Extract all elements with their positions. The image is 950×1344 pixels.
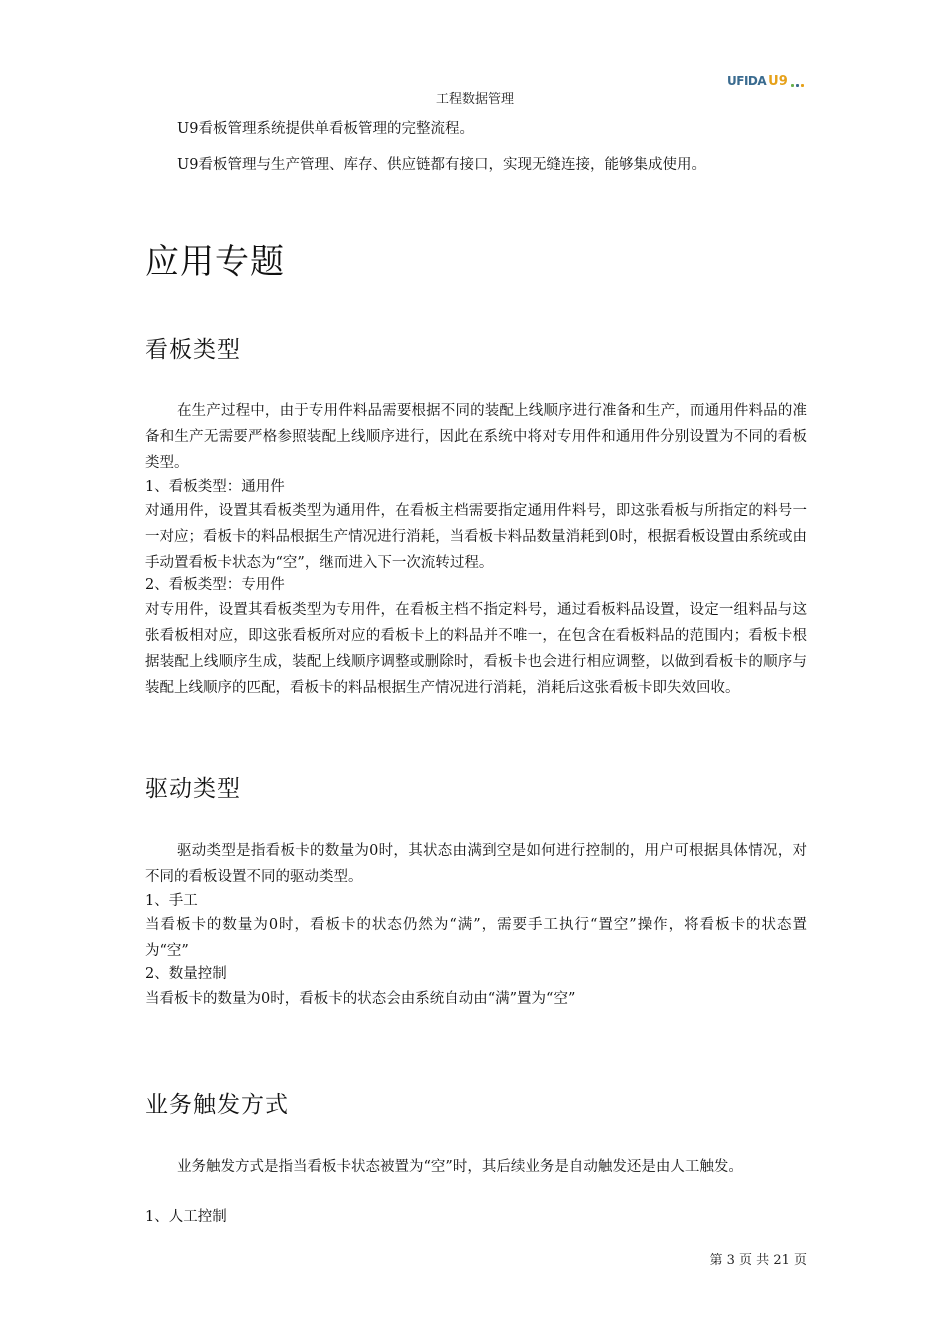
drive-type-item1-body: 当看板卡的数量为0时，看板卡的状态仍然为“满”，需要手工执行“置空”操作，将看板卡的状态置为“空” xyxy=(145,917,807,959)
drive-type-item2-body: 当看板卡的数量为0时，看板卡的状态会由系统自动由“满”置为“空” xyxy=(145,991,576,1007)
logo-u9: U9 xyxy=(768,73,788,89)
page-number: 第 3 页 共 21 页 xyxy=(709,1253,807,1268)
ufida-u9-logo xyxy=(727,69,807,93)
kanban-type-item2-title: 2、看板类型：专用件 xyxy=(145,577,285,593)
intro-paragraph-2: U9看板管理与生产管理、库存、供应链都有接口，实现无缝连接，能够集成使用。 xyxy=(177,157,706,173)
kanban-type-intro: 在生产过程中，由于专用件料品需要根据不同的装配上线顺序进行准备和生产，而通用件料品的准备和生产无需要严格参照装配上线顺序进行，因此在系统中将对专用件和通用件分别设置为不同的看板类型。 xyxy=(145,403,807,471)
kanban-type-item2-body: 对专用件，设置其看板类型为专用件，在看板主档不指定料号，通过看板料品设置，设定一组料品与这张看板相对应，即这张看板所对应的看板卡上的料品并不唯一，在包含在看板料品的范围内；看板卡根据装配上线顺序生成，装配上线顺序调整或删除时，看板卡也会进行相应调整，以做到看板卡的顺序与装配上线顺序的匹配，看板卡的料品根据生产情况进行消耗，消耗后这张看板卡即失效回收。 xyxy=(145,602,807,696)
section-heading-drive-type: 驱动类型 xyxy=(145,776,241,802)
drive-type-item1-title: 1、手工 xyxy=(145,893,198,909)
logo-dots-icon xyxy=(790,72,805,91)
chapter-title: 应用专题 xyxy=(145,242,285,282)
logo-text: UFIDA xyxy=(727,74,767,88)
drive-type-intro: 驱动类型是指看板卡的数量为0时，其状态由满到空是如何进行控制的，用户可根据具体情况，对不同的看板设置不同的驱动类型。 xyxy=(145,843,807,885)
trigger-item1-title: 1、人工控制 xyxy=(145,1209,227,1225)
kanban-type-item1-body: 对通用件，设置其看板类型为通用件，在看板主档需要指定通用件料号，即这张看板与所指定的料号一一对应；看板卡的料品根据生产情况进行消耗，当看板卡料品数量消耗到0时，根据看板设置由系统或由手动置看板卡状态为“空”，继而进入下一次流转过程。 xyxy=(145,503,807,571)
page-header-title: 工程数据管理 xyxy=(435,92,514,107)
section-heading-kanban-type: 看板类型 xyxy=(145,337,241,363)
intro-paragraph-1: U9看板管理系统提供单看板管理的完整流程。 xyxy=(177,121,474,137)
section-heading-trigger: 业务触发方式 xyxy=(145,1092,289,1118)
trigger-intro: 业务触发方式是指当看板卡状态被置为“空”时，其后续业务是自动触发还是由人工触发。 xyxy=(177,1159,743,1175)
drive-type-item2-title: 2、数量控制 xyxy=(145,966,227,982)
kanban-type-item1-title: 1、看板类型：通用件 xyxy=(145,479,285,495)
